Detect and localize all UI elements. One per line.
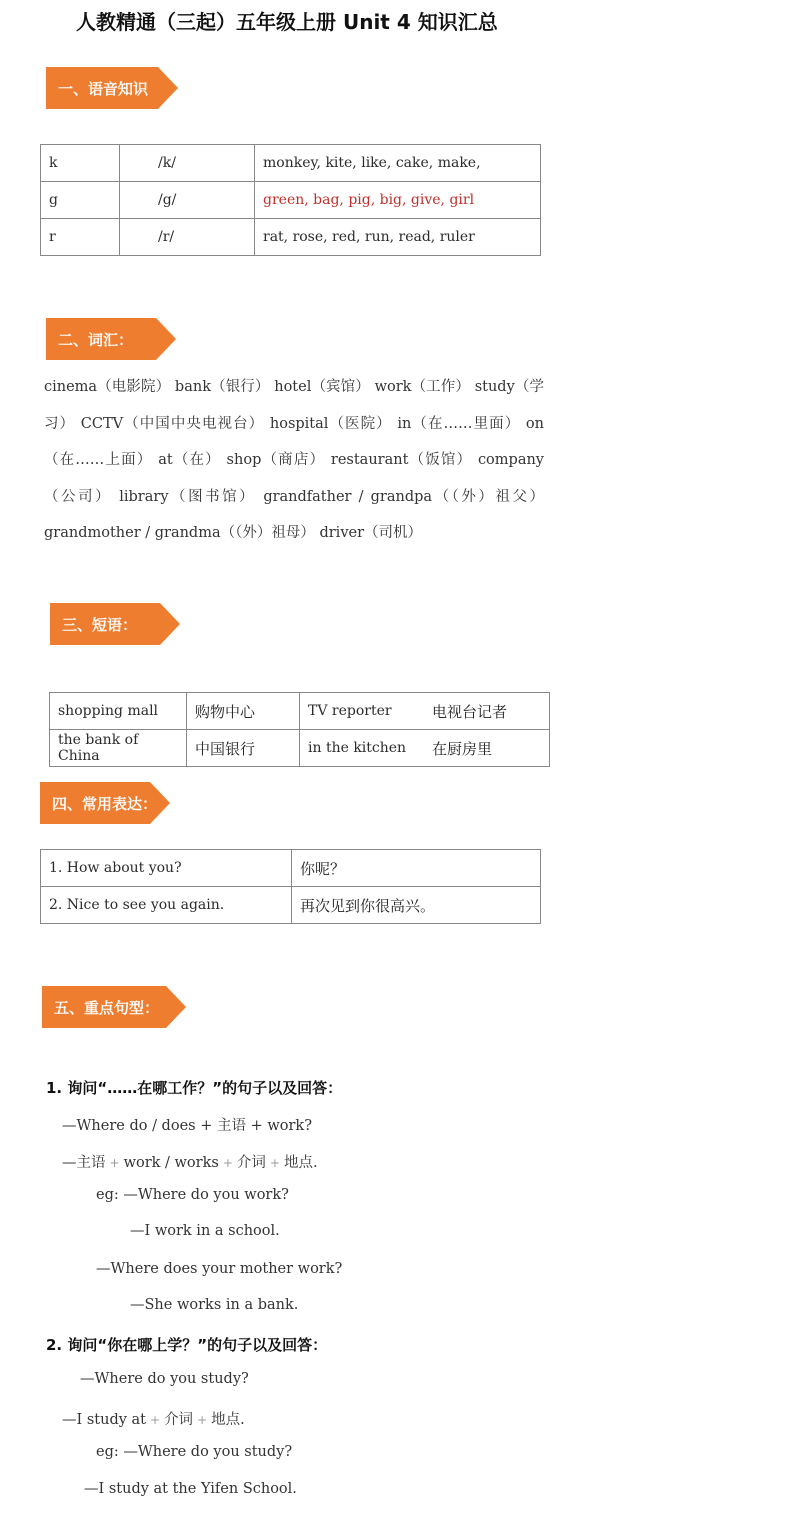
pattern-part: 介词 xyxy=(164,1412,194,1428)
phonics-table xyxy=(40,144,541,256)
separator-mark: + xyxy=(269,1156,280,1170)
pattern-line: eg: —Where do you study? xyxy=(96,1444,293,1460)
expression-en: 2. Nice to see you again. xyxy=(41,887,292,924)
phrase-zh: 购物中心 xyxy=(187,693,300,730)
pattern-line: —I work in a school. xyxy=(130,1223,280,1239)
phonics-letter: r xyxy=(41,219,120,256)
table-row xyxy=(41,219,541,256)
table-row xyxy=(41,850,541,887)
section-heading: 二、词汇： xyxy=(58,331,134,349)
phonics-letter: g xyxy=(41,182,120,219)
section-banner-patterns xyxy=(42,986,186,1028)
expressions-table xyxy=(40,849,541,924)
phonics-sound: /k/ xyxy=(120,145,255,182)
vocabulary-text: cinema（电影院） bank（银行） hotel（宾馆） work（工作） study（学习） CCTV（中国中央电视台） hospital（医院） in（在……里面） on（在……上面） at（在） shop（商店） restaurant（饭馆） company（公司） library（图书馆） grandfather / grandpa（（外）祖父） grandmother / grandma（（外）祖母） driver（司机） xyxy=(44,379,544,542)
phrase-zh: 在厨房里 xyxy=(424,730,550,767)
section-heading: 四、常用表达： xyxy=(52,795,158,813)
phonics-sound: /r/ xyxy=(120,219,255,256)
pattern-line: —She works in a bank. xyxy=(130,1297,299,1313)
section-heading: 三、短语： xyxy=(62,616,138,634)
pattern-line: eg: —Where do you work? xyxy=(96,1187,289,1203)
page-title: 人教精通（三起）五年级上册 Unit 4 知识汇总 xyxy=(76,10,498,34)
phonics-words: rat, rose, red, run, read, ruler xyxy=(255,219,541,256)
pattern-heading: 2. 询问“你在哪上学？”的句子以及回答： xyxy=(46,1336,328,1354)
separator-mark: + xyxy=(109,1156,120,1170)
pattern-line: —Where do / does + 主语 + work? xyxy=(62,1118,312,1134)
phrase-en: shopping mall xyxy=(50,693,187,730)
table-row xyxy=(41,887,541,924)
separator-mark: + xyxy=(150,1413,161,1427)
expression-zh: 再次见到你很高兴。 xyxy=(292,887,541,924)
section-heading: 五、重点句型： xyxy=(54,999,160,1017)
phonics-words: green, bag, pig, big, give, girl xyxy=(255,182,541,219)
phrase-en: TV reporter xyxy=(300,693,425,730)
phonics-words: monkey, kite, like, cake, make, xyxy=(255,145,541,182)
table-row xyxy=(41,182,541,219)
separator-mark: + xyxy=(197,1413,208,1427)
pattern-line: —I study at the Yifen School. xyxy=(84,1481,297,1497)
pattern-part: work / works xyxy=(123,1155,219,1171)
pattern-line: —Where does your mother work? xyxy=(96,1261,343,1277)
phrase-en: the bank of China xyxy=(50,730,187,767)
phrase-zh: 电视台记者 xyxy=(424,693,550,730)
section-heading: 一、语音知识 xyxy=(58,80,149,98)
section-banner-phonics xyxy=(46,67,178,109)
table-row xyxy=(50,693,550,730)
pattern-part: —I study at xyxy=(62,1412,146,1428)
pattern-part: 介词 xyxy=(236,1155,266,1171)
table-row xyxy=(41,145,541,182)
section-banner-vocabulary xyxy=(46,318,176,360)
expression-en: 1. How about you? xyxy=(41,850,292,887)
table-row xyxy=(50,730,550,767)
pattern-line xyxy=(62,1151,318,1172)
expression-zh: 你呢？ xyxy=(292,850,541,887)
pattern-line xyxy=(62,1408,245,1429)
separator-mark: + xyxy=(222,1156,233,1170)
phonics-letter: k xyxy=(41,145,120,182)
pattern-part: —主语 xyxy=(62,1155,106,1171)
phrases-table xyxy=(49,692,550,767)
section-banner-phrases xyxy=(50,603,180,645)
pattern-line: —Where do you study? xyxy=(80,1371,249,1387)
section-banner-expressions xyxy=(40,782,170,824)
pattern-part: 地点. xyxy=(283,1155,318,1171)
pattern-heading: 1. 询问“……在哪工作？”的句子以及回答： xyxy=(46,1079,343,1097)
pattern-part: 地点. xyxy=(211,1412,245,1428)
phrase-en: in the kitchen xyxy=(300,730,425,767)
phrase-zh: 中国银行 xyxy=(187,730,300,767)
phonics-sound: /g/ xyxy=(120,182,255,219)
